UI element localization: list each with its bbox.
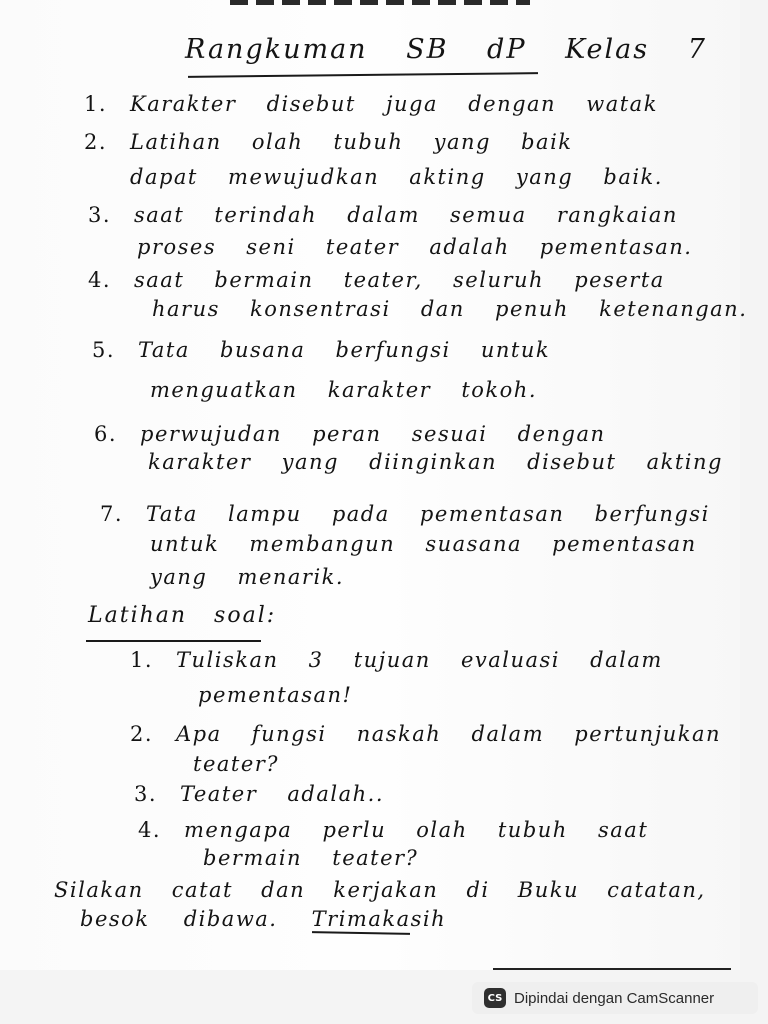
item-text: Teater adalah.. — [180, 782, 384, 806]
item-number: 3. — [134, 782, 158, 806]
item-number: 4. — [138, 818, 162, 842]
item-text: saat bermain teater, seluruh peserta — [134, 268, 665, 292]
item-number: 2. — [84, 130, 108, 154]
item-text: dapat mewujudkan akting yang baik. — [130, 165, 663, 189]
item-text: karakter yang diinginkan disebut akting — [148, 450, 723, 474]
summary-line — [137, 235, 692, 259]
exercise-heading: Latihan soal: — [88, 603, 277, 628]
item-number: 3. — [88, 203, 112, 227]
item-text: Karakter disebut juga dengan watak — [130, 92, 658, 116]
summary-line — [94, 422, 606, 446]
summary-line — [88, 268, 665, 292]
item-text: Apa fungsi naskah dalam pertunjukan — [176, 722, 721, 746]
exercise-line — [203, 846, 418, 870]
item-text: harus konsentrasi dan penuh ketenangan. — [152, 297, 748, 321]
item-text: bermain teater? — [203, 846, 419, 870]
exercise-line — [198, 683, 352, 707]
summary-line — [150, 532, 697, 556]
item-number: 1. — [130, 648, 154, 672]
summary-line — [100, 502, 710, 526]
summary-line — [92, 338, 550, 362]
item-number: 1. — [84, 92, 108, 116]
summary-line — [88, 203, 678, 227]
exercise-line — [130, 722, 721, 746]
item-text: mengapa perlu olah tubuh saat — [184, 818, 649, 842]
item-text: Tuliskan 3 tujuan evaluasi dalam — [176, 648, 663, 672]
item-text: untuk membangun suasana pementasan — [150, 532, 697, 556]
item-text: teater? — [193, 752, 280, 776]
item-text: saat terindah dalam semua rangkaian — [134, 203, 678, 227]
summary-line — [152, 297, 747, 321]
summary-line — [150, 378, 537, 402]
bottom-rule — [493, 968, 731, 970]
exercise-line — [193, 752, 279, 776]
summary-line — [130, 165, 663, 189]
summary-line — [84, 130, 573, 154]
exercise-line — [130, 648, 663, 672]
camscanner-logo-icon: CS — [484, 988, 506, 1008]
item-text: yang menarik. — [150, 565, 345, 589]
item-text: Latihan olah tubuh yang baik — [130, 130, 573, 154]
page-title: Rangkuman SB dP Kelas 7 — [185, 34, 707, 65]
summary-line — [150, 565, 344, 589]
item-number: 7. — [100, 502, 124, 526]
torn-top-edge — [230, 0, 530, 5]
item-text: proses seni teater adalah pementasan. — [137, 235, 693, 259]
watermark-text: Dipindai dengan CamScanner — [514, 989, 715, 1007]
exercise-line — [138, 818, 648, 842]
item-text: menguatkan karakter tokoh. — [150, 378, 537, 402]
closing-line: besok dibawa. Trimakasih — [80, 907, 447, 931]
item-number: 5. — [92, 338, 116, 362]
exercise-line — [134, 782, 384, 806]
item-text: perwujudan peran sesuai dengan — [140, 422, 606, 446]
summary-line — [148, 450, 723, 474]
item-text: Tata lampu pada pementasan berfungsi — [146, 502, 710, 526]
summary-line — [84, 92, 658, 116]
closing-line: Silakan catat dan kerjakan di Buku catatan, — [54, 878, 706, 902]
item-number: 4. — [88, 268, 112, 292]
item-number: 2. — [130, 722, 154, 746]
item-text: Tata busana berfungsi untuk — [138, 338, 551, 362]
exercise-heading-underline — [86, 640, 261, 642]
camscanner-watermark — [472, 982, 758, 1014]
item-text: pementasan! — [198, 683, 353, 707]
item-number: 6. — [94, 422, 118, 446]
